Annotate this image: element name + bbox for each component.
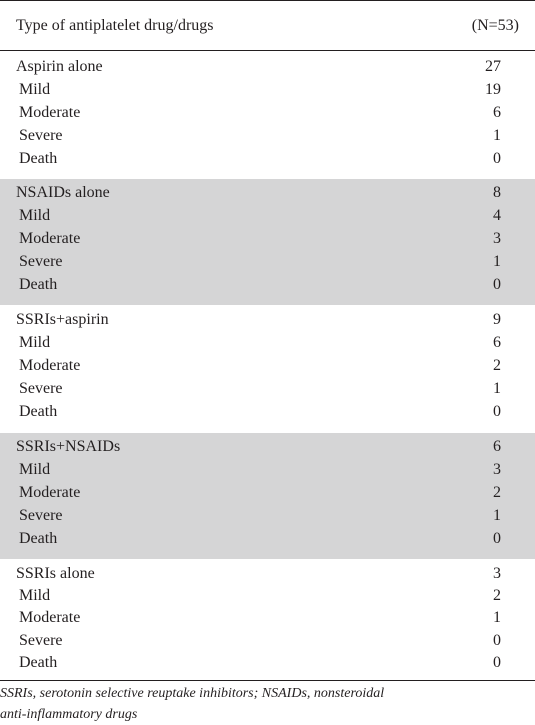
severity-count: 6 (493, 334, 501, 351)
group-title-row (0, 562, 535, 585)
severity-count: 1 (493, 609, 501, 626)
severity-label: Severe (19, 127, 63, 144)
header-n: (N=53) (471, 17, 519, 34)
group-title-row (0, 55, 535, 78)
group-ssris-aspirin (0, 306, 535, 432)
severity-label: Death (19, 403, 58, 420)
severity-count: 0 (493, 276, 501, 293)
group-title: NSAIDs alone (16, 184, 110, 201)
severity-count: 0 (493, 403, 501, 420)
severity-count: 0 (493, 654, 501, 671)
group-ssris-nsaids (0, 433, 535, 559)
table-row (0, 377, 535, 400)
group-total: 8 (493, 184, 501, 201)
severity-label: Mild (19, 207, 51, 224)
table-row (0, 273, 535, 296)
severity-count: 2 (493, 357, 501, 374)
table-row (0, 101, 535, 124)
severity-label: Mild (19, 587, 51, 604)
footnote-line: anti-inflammatory drugs (0, 707, 138, 722)
severity-label: Moderate (19, 484, 81, 501)
severity-label: Moderate (19, 609, 81, 626)
group-title-row (0, 435, 535, 458)
severity-count: 0 (493, 632, 501, 649)
severity-count: 3 (493, 230, 501, 247)
severity-count: 2 (493, 484, 501, 501)
table-row (0, 400, 535, 423)
group-nsaids-alone (0, 179, 535, 305)
severity-count: 2 (493, 587, 501, 604)
table-row (0, 331, 535, 354)
severity-count: 1 (493, 127, 501, 144)
severity-label: Severe (19, 253, 63, 270)
severity-count: 4 (493, 207, 501, 224)
group-title: SSRIs+aspirin (16, 311, 109, 328)
bottom-rule (0, 680, 535, 681)
severity-label: Mild (19, 81, 51, 98)
severity-label: Moderate (19, 230, 81, 247)
table-row (0, 78, 535, 101)
severity-label: Severe (19, 632, 63, 649)
table-footnote (0, 683, 535, 725)
severity-label: Severe (19, 380, 63, 397)
group-total: 9 (493, 311, 501, 328)
table-row (0, 250, 535, 273)
group-total: 3 (493, 565, 501, 582)
group-aspirin-alone (0, 53, 535, 179)
table-row (0, 458, 535, 481)
table-row (0, 629, 535, 652)
table-row (0, 527, 535, 550)
table-row (0, 651, 535, 674)
severity-count: 0 (493, 150, 501, 167)
severity-count: 3 (493, 461, 501, 478)
severity-count: 1 (493, 507, 501, 524)
severity-label: Severe (19, 507, 63, 524)
table-row (0, 204, 535, 227)
table-row (0, 504, 535, 527)
severity-count: 1 (493, 380, 501, 397)
severity-label: Mild (19, 461, 51, 478)
severity-label: Mild (19, 334, 51, 351)
severity-count: 19 (485, 81, 501, 98)
group-total: 6 (493, 438, 501, 455)
table-header (0, 1, 535, 50)
severity-count: 6 (493, 104, 501, 121)
group-title-row (0, 308, 535, 331)
table-row (0, 124, 535, 147)
group-title-row (0, 181, 535, 204)
severity-label: Death (19, 530, 58, 547)
table-row (0, 606, 535, 629)
group-title: SSRIs alone (16, 565, 95, 582)
footnote-line: SSRIs, serotonin selective reuptake inhibitors; NSAIDs, nonsteroidal (0, 686, 385, 701)
table-row (0, 147, 535, 170)
group-title: SSRIs+NSAIDs (16, 438, 121, 455)
group-title: Aspirin alone (16, 58, 103, 75)
severity-label: Moderate (19, 104, 81, 121)
severity-count: 0 (493, 530, 501, 547)
group-ssris-alone (0, 560, 535, 680)
severity-label: Death (19, 276, 58, 293)
severity-label: Moderate (19, 357, 81, 374)
table-row (0, 227, 535, 250)
group-total: 27 (485, 58, 501, 75)
header-rule (0, 50, 535, 51)
header-label: Type of antiplatelet drug/drugs (16, 17, 214, 34)
table-row (0, 481, 535, 504)
severity-label: Death (19, 150, 58, 167)
severity-label: Death (19, 654, 58, 671)
severity-count: 1 (493, 253, 501, 270)
table-row (0, 354, 535, 377)
table-row (0, 584, 535, 607)
